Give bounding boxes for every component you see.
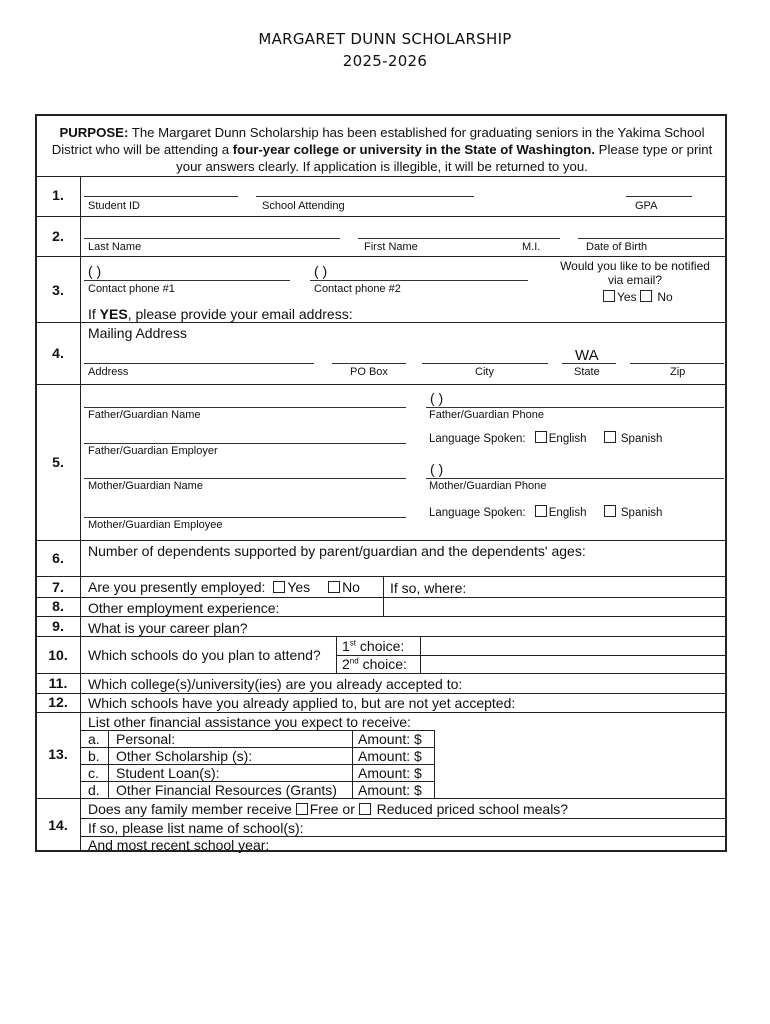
school-meals-reduced: Reduced priced school meals? (376, 801, 569, 817)
city-line[interactable] (422, 363, 548, 364)
financial-letter: d. (88, 782, 100, 798)
mailing-address-heading: Mailing Address (88, 325, 187, 341)
purpose-paragraph (40, 124, 724, 175)
school-meals-free: Free or (309, 801, 359, 817)
email-prompt-post: , please provide your email address: (127, 306, 353, 322)
row-divider (36, 176, 726, 177)
last-name-line[interactable] (84, 238, 340, 239)
state-line[interactable] (562, 363, 616, 364)
checkbox-icon[interactable] (640, 290, 652, 302)
financial-amount-end (434, 730, 435, 798)
school-attending-label: School Attending (262, 200, 345, 212)
dependents-question: Number of dependents supported by parent/guardian and the dependents' ages: (88, 543, 586, 559)
father-name-line[interactable] (84, 407, 406, 408)
row-divider (36, 616, 726, 617)
phone1-paren: ( ) (88, 263, 102, 279)
mother-phone-paren: ( ) (430, 461, 444, 477)
father-employer-line[interactable] (84, 443, 406, 444)
mother-employee-label: Mother/Guardian Employee (88, 519, 223, 531)
mother-phone-label: Mother/Guardian Phone (429, 480, 547, 492)
financial-loans-label: Student Loan(s): (116, 765, 220, 781)
first-choice-text: choice: (356, 638, 405, 654)
employed-question-label: Are you presently employed: (88, 579, 266, 595)
email-prompt-bold: YES (99, 306, 128, 322)
checkbox-icon[interactable] (328, 581, 340, 593)
mother-spanish-label: Spanish (620, 507, 663, 519)
checkbox-icon[interactable] (359, 803, 371, 815)
contact-phone-2-label: Contact phone #2 (314, 283, 401, 295)
financial-amount-label: Amount: $ (358, 765, 422, 781)
second-choice-sup: nd (349, 656, 359, 666)
checkbox-icon[interactable] (535, 431, 547, 443)
purpose-label: PURPOSE: (59, 125, 129, 140)
row-divider (36, 798, 726, 799)
zip-label: Zip (670, 366, 686, 378)
financial-letter: a. (88, 731, 100, 747)
notify-yes-option[interactable] (603, 290, 637, 304)
notify-yes-label: Yes (617, 290, 637, 304)
row-divider (36, 636, 726, 637)
po-box-label: PO Box (350, 366, 388, 378)
financial-assistance-label: List other financial assistance you expect to receive: (88, 714, 411, 730)
notify-via-email: via email? (607, 273, 663, 287)
row-divider (36, 216, 726, 217)
row-number-1: 1. (52, 187, 64, 203)
financial-letter: b. (88, 748, 100, 764)
row-number-13: 13. (48, 746, 68, 762)
notify-no-label: No (657, 290, 673, 304)
financial-personal-label: Personal: (116, 731, 176, 747)
mother-employee-line[interactable] (84, 517, 406, 518)
row-divider (36, 576, 726, 577)
row-divider (36, 693, 726, 694)
applied-schools-label: Which schools have you already applied to, but are not yet accepted: (88, 695, 516, 711)
zip-line[interactable] (630, 363, 724, 364)
accepted-schools-label: Which college(s)/university(ies) are you already accepted to: (88, 676, 463, 692)
first-choice-label (342, 638, 404, 654)
student-id-line[interactable] (84, 196, 238, 197)
notify-question: Would you like to be notified (560, 259, 710, 273)
purpose-text-2: Please type or print your answers clearly. If application is illegible, it will be returned to you. (176, 142, 713, 174)
meals-row-divider (80, 818, 726, 819)
mother-name-line[interactable] (84, 478, 406, 479)
mother-language-label: Language Spoken: (429, 507, 526, 519)
financial-grants-label: Other Financial Resources (Grants) (116, 782, 337, 798)
row-number-4: 4. (52, 345, 64, 361)
row-divider (36, 384, 726, 385)
financial-amount-divider (352, 730, 353, 798)
row-number-9: 9. (52, 618, 64, 634)
row-divider (36, 712, 726, 713)
school-meals-pre: Does any family member receive (88, 801, 296, 817)
checkbox-icon[interactable] (535, 505, 547, 517)
employed-divider (383, 576, 384, 597)
second-choice-text: choice: (358, 656, 407, 672)
second-choice-num: 2 (342, 656, 350, 672)
row-number-7: 7. (52, 579, 64, 595)
employed-yes-label: Yes (287, 579, 311, 595)
state-value: WA (575, 347, 599, 364)
email-prompt (88, 306, 353, 322)
second-choice-label (342, 656, 407, 672)
school-list-label: If so, please list name of school(s): (88, 820, 304, 836)
last-name-label: Last Name (88, 241, 142, 253)
first-name-line[interactable] (358, 238, 560, 239)
school-year-label: And most recent school year: (88, 837, 270, 853)
gpa-line[interactable] (626, 196, 692, 197)
row-number-14: 14. (48, 817, 68, 833)
gpa-label: GPA (635, 200, 658, 212)
other-employment-divider (383, 597, 384, 616)
city-label: City (475, 366, 494, 378)
contact-phone-1-line[interactable] (84, 280, 290, 281)
mother-phone-line[interactable] (426, 478, 724, 479)
row-divider (36, 673, 726, 674)
checkbox-icon[interactable] (603, 290, 615, 302)
financial-scholarship-label: Other Scholarship (s): (116, 748, 253, 764)
address-label: Address (88, 366, 129, 378)
employed-no-label: No (342, 579, 360, 595)
employed-where-label: If so, where: (390, 580, 467, 596)
purpose-bold: four-year college or university in the State of Washington. (232, 142, 595, 157)
school-attending-line[interactable] (256, 196, 474, 197)
first-choice-sup: st (349, 638, 357, 648)
father-spanish-label: Spanish (620, 433, 663, 445)
form-title: MARGARET DUNN SCHOLARSHIP (258, 30, 512, 48)
financial-amount-label: Amount: $ (358, 748, 422, 764)
father-language (429, 431, 662, 445)
mi-label: M.I. (522, 241, 541, 253)
father-phone-label: Father/Guardian Phone (429, 409, 544, 421)
row-divider (36, 322, 726, 323)
notify-no-option[interactable] (640, 290, 673, 304)
purpose-text-1: The Margaret Dunn Scholarship has been established for graduating seniors in the Yakima School District who will be attending a (51, 125, 705, 157)
mother-name-label: Mother/Guardian Name (88, 480, 203, 492)
first-choice-num: 1 (342, 638, 350, 654)
financial-amount-label: Amount: $ (358, 731, 422, 747)
father-employer-label: Father/Guardian Employer (88, 445, 218, 457)
father-phone-paren: ( ) (430, 390, 444, 406)
student-id-label: Student ID (88, 200, 140, 212)
row-number-8: 8. (52, 598, 64, 614)
address-line[interactable] (84, 363, 314, 364)
schools-plan-label: Which schools do you plan to attend? (88, 647, 321, 663)
state-label: State (574, 366, 600, 378)
row-number-11: 11. (48, 675, 68, 691)
checkbox-icon[interactable] (296, 803, 308, 815)
employed-question (88, 579, 360, 595)
father-language-label: Language Spoken: (429, 433, 526, 445)
mother-english-label: English (548, 507, 587, 519)
father-name-label: Father/Guardian Name (88, 409, 201, 421)
form-year: 2025-2026 (342, 52, 428, 70)
row-number-12: 12. (48, 694, 68, 710)
mother-language (429, 505, 662, 519)
financial-amount-label: Amount: $ (358, 782, 422, 798)
row-divider (36, 540, 726, 541)
first-name-label: First Name (364, 241, 418, 253)
phone2-paren: ( ) (314, 263, 328, 279)
row-divider (36, 597, 726, 598)
checkbox-icon[interactable] (273, 581, 285, 593)
row-divider (36, 256, 726, 257)
contact-phone-1-label: Contact phone #1 (88, 283, 175, 295)
father-english-label: English (548, 433, 587, 445)
checkbox-icon[interactable] (604, 431, 616, 443)
financial-letter: c. (88, 765, 99, 781)
row-number-3: 3. (52, 282, 64, 298)
row-number-2: 2. (52, 228, 64, 244)
checkbox-icon[interactable] (604, 505, 616, 517)
email-prompt-pre: If (88, 306, 100, 322)
row-number-6: 6. (52, 550, 64, 566)
date-of-birth-line[interactable] (578, 238, 724, 239)
number-column-divider (80, 176, 81, 852)
po-box-line[interactable] (332, 363, 406, 364)
other-employment-label: Other employment experience: (88, 600, 280, 616)
date-of-birth-label: Date of Birth (586, 241, 648, 253)
career-plan-label: What is your career plan? (88, 620, 248, 636)
contact-phone-2-line[interactable] (310, 280, 528, 281)
financial-letter-divider (108, 730, 109, 798)
row-number-5: 5. (52, 454, 64, 470)
father-phone-line[interactable] (426, 407, 724, 408)
row-number-10: 10. (48, 647, 68, 663)
school-meals-question (88, 801, 568, 817)
